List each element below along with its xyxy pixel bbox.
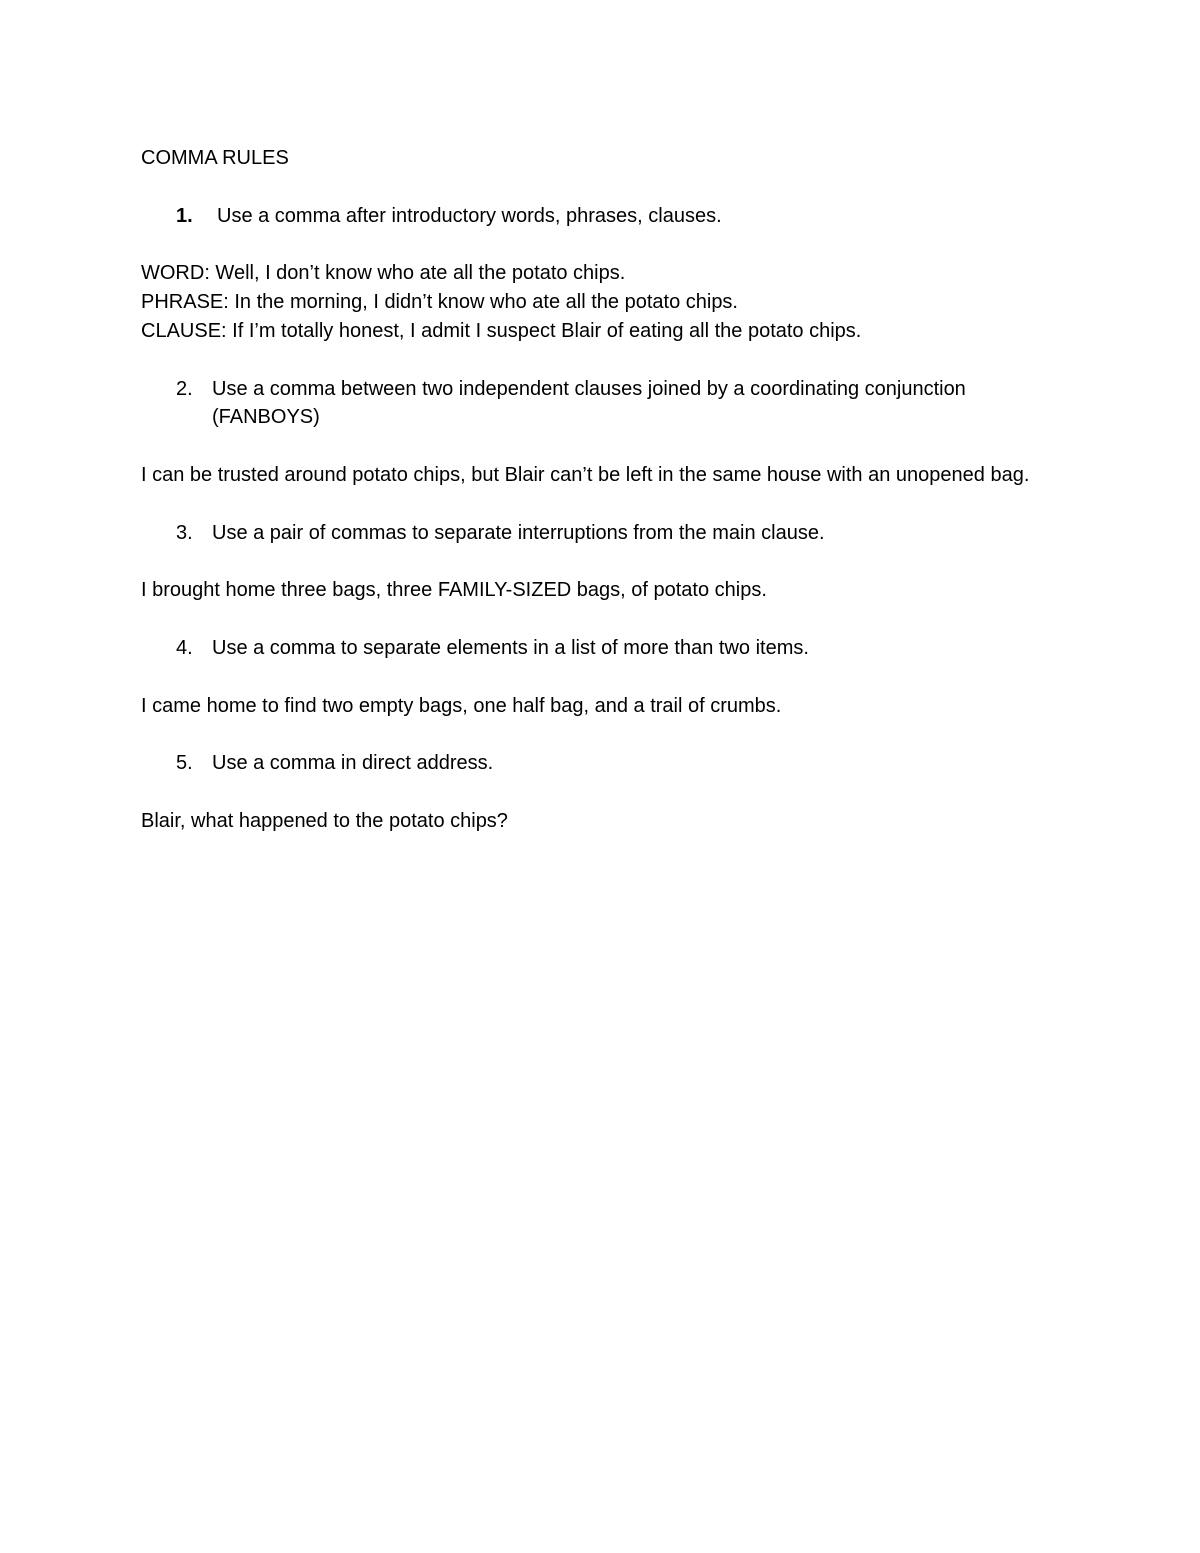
rule-text: Use a pair of commas to separate interruptions from the main clause. — [212, 521, 825, 544]
rule-text: Use a comma to separate elements in a list of more than two items. — [212, 637, 809, 660]
rule-4-example: I came home to find two empty bags, one half bag, and a trail of crumbs. — [141, 694, 782, 717]
rule-1-examples — [141, 259, 1061, 345]
document-body — [141, 144, 1061, 836]
rule-5 — [176, 749, 1061, 778]
rule-4 — [176, 634, 1061, 663]
rule-number: 3. — [176, 521, 193, 544]
rule-1 — [176, 202, 1061, 231]
rule-number: 2. — [176, 377, 193, 400]
rule-2-example: I can be trusted around potato chips, but Blair can’t be left in the same house with an unopened bag. — [141, 463, 1030, 486]
rule-text: Use a comma between two independent clauses joined by a coordinating conjunction (FANBOYS) — [212, 377, 966, 429]
example-phrase: PHRASE: In the morning, I didn’t know who ate all the potato chips. — [141, 291, 738, 314]
rule-3 — [176, 519, 1061, 548]
rule-text: Use a comma after introductory words, phrases, clauses. — [217, 204, 722, 227]
rule-number: 5. — [176, 752, 193, 775]
rule-2 — [176, 375, 1061, 432]
rule-3-example: I brought home three bags, three FAMILY-SIZED bags, of potato chips. — [141, 579, 767, 602]
rule-text: Use a comma in direct address. — [212, 752, 494, 775]
rule-number: 1. — [176, 204, 193, 227]
example-word: WORD: Well, I don’t know who ate all the potato chips. — [141, 262, 626, 285]
rule-5-example: Blair, what happened to the potato chips? — [141, 810, 508, 833]
example-clause: CLAUSE: If I’m totally honest, I admit I suspect Blair of eating all the potato chips. — [141, 319, 862, 342]
page-title: COMMA RULES — [141, 147, 289, 169]
rule-number: 4. — [176, 637, 193, 660]
